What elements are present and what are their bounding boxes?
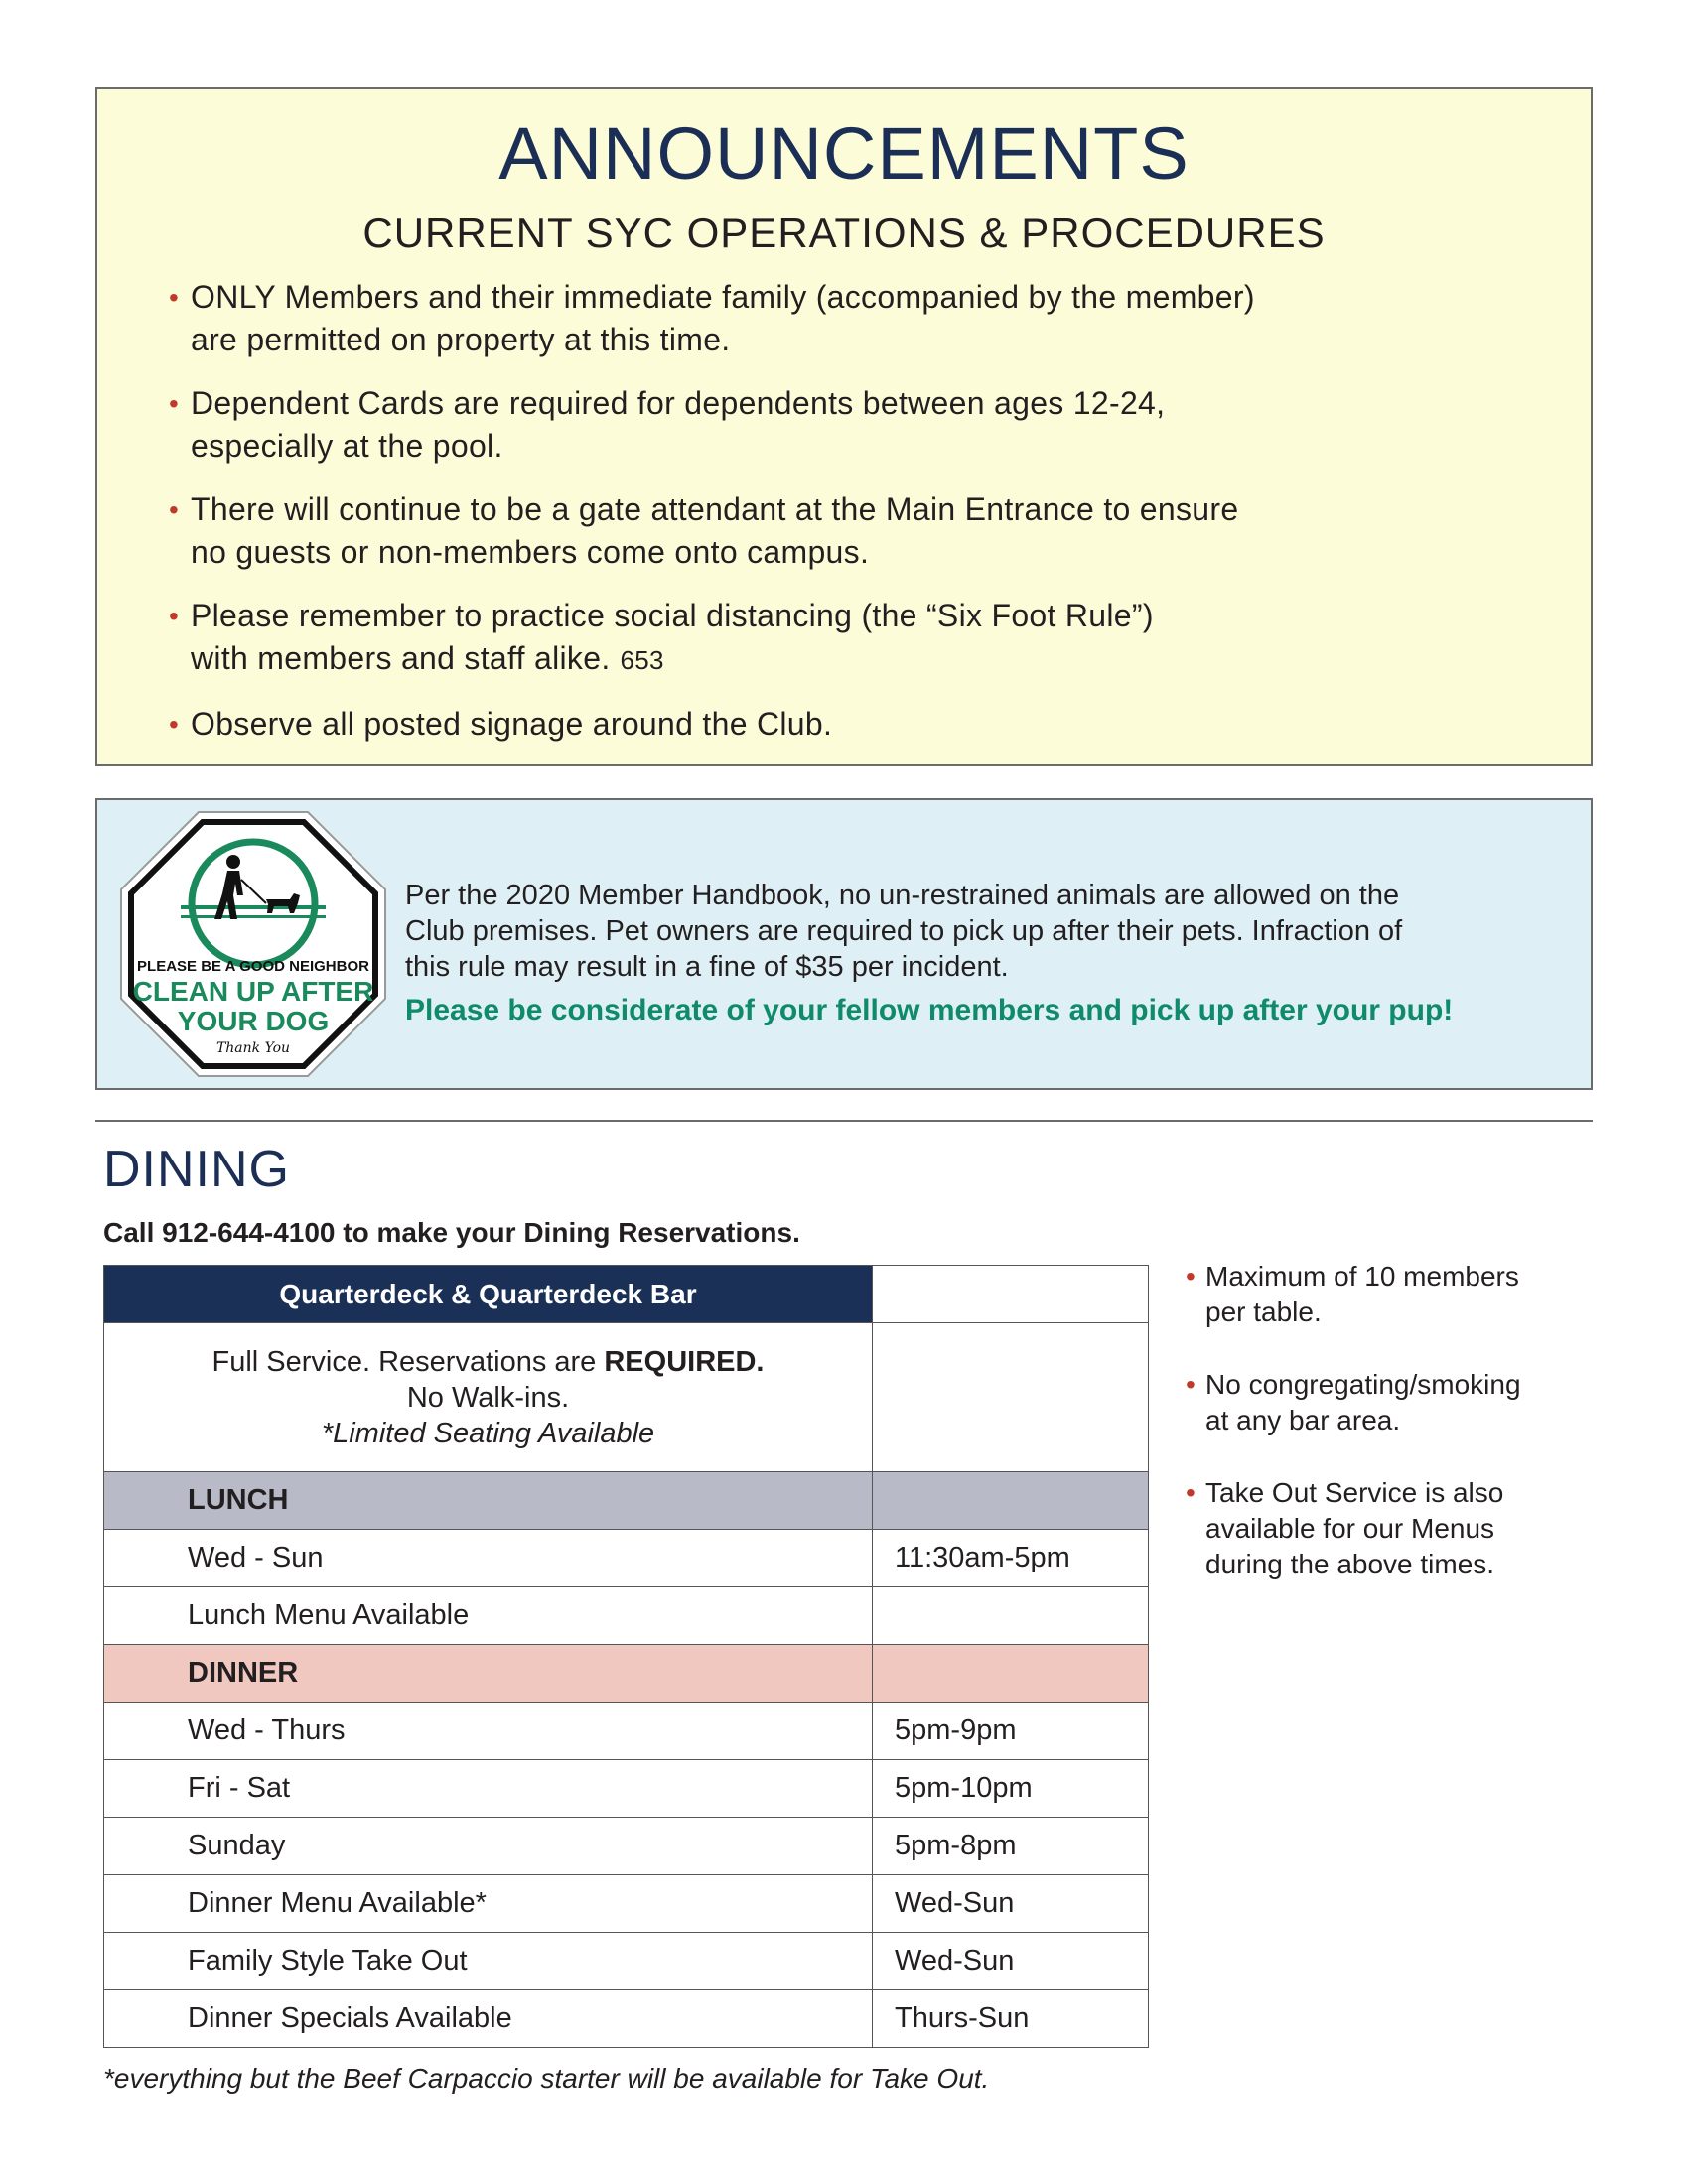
document-code: 653 bbox=[620, 645, 664, 675]
pet-policy-panel bbox=[95, 798, 1593, 1090]
dining-reservation-call: Call 912-644-4100 to make your Dining Reservations. bbox=[103, 1217, 800, 1248]
bullet-icon: • bbox=[1186, 1261, 1196, 1292]
table-row: Sunday 5pm-8pm bbox=[104, 1818, 1149, 1875]
bullet-icon: • bbox=[169, 282, 180, 313]
table-row: Wed - Thurs 5pm-9pm bbox=[104, 1703, 1149, 1760]
dining-side-notes bbox=[1186, 1259, 1603, 1619]
clean-up-after-dog-sign-icon bbox=[117, 808, 389, 1080]
pet-policy-emphasis: Please be considerate of your fellow members and pick up after your pup! bbox=[405, 994, 1454, 1026]
table-row: Fri - Sat 5pm-10pm bbox=[104, 1760, 1149, 1818]
bullet-icon: • bbox=[1186, 1477, 1196, 1508]
lunch-header: LUNCH bbox=[104, 1472, 873, 1530]
list-item: • No congregating/smoking at any bar area. bbox=[1186, 1369, 1521, 1435]
list-item: • Take Out Service is also available for our Menus during the above times. bbox=[1186, 1477, 1504, 1579]
announcements-subtitle: CURRENT SYC OPERATIONS & PROCEDURES bbox=[362, 209, 1326, 256]
table-row bbox=[104, 1645, 1149, 1703]
table-row: Wed - Sun 11:30am-5pm bbox=[104, 1530, 1149, 1587]
bullet-icon: • bbox=[169, 388, 180, 419]
table-row bbox=[104, 1266, 1149, 1323]
dining-schedule-table bbox=[103, 1265, 1149, 2048]
sign-line2: CLEAN UP AFTER bbox=[132, 976, 374, 1007]
sign-line1: PLEASE BE A GOOD NEIGHBOR bbox=[137, 958, 369, 975]
announcements-list bbox=[169, 276, 1539, 746]
dinner-header: DINNER bbox=[104, 1645, 873, 1703]
announcement-item: • Dependent Cards are required for dependents between ages 12-24, especially at the pool. bbox=[169, 382, 1539, 468]
table-row bbox=[104, 1472, 1149, 1530]
table-row: Dinner Menu Available* Wed-Sun bbox=[104, 1875, 1149, 1933]
sign-line3: YOUR DOG bbox=[177, 1006, 330, 1036]
venue-name: Quarterdeck & Quarterdeck Bar bbox=[104, 1266, 873, 1323]
announcement-item: • There will continue to be a gate attendant at the Main Entrance to ensure no guests or non-members come onto campus. bbox=[169, 488, 1539, 574]
list-item: • Maximum of 10 members per table. bbox=[1186, 1261, 1519, 1327]
section-divider bbox=[95, 1120, 1593, 1122]
bullet-icon: • bbox=[169, 601, 180, 631]
announcement-item: • Observe all posted signage around the Club. bbox=[169, 703, 1539, 746]
bullet-icon: • bbox=[169, 494, 180, 525]
dining-title: DINING bbox=[103, 1141, 290, 1198]
table-row: Dinner Specials Available Thurs-Sun bbox=[104, 1990, 1149, 2048]
announcement-item: • ONLY Members and their immediate family (accompanied by the member) are permitted on property at this time. bbox=[169, 276, 1539, 361]
bullet-icon: • bbox=[1186, 1369, 1196, 1400]
announcements-title: ANNOUNCEMENTS bbox=[498, 112, 1190, 195]
table-row: Lunch Menu Available bbox=[104, 1587, 1149, 1645]
table-row bbox=[104, 1323, 1149, 1472]
bullet-icon: • bbox=[169, 709, 180, 740]
table-row: Family Style Take Out Wed-Sun bbox=[104, 1933, 1149, 1990]
announcement-item: • Please remember to practice social distancing (the “Six Foot Rule”) with members and staff alike. 653 bbox=[169, 595, 1539, 682]
take-out-footnote: *everything but the Beef Carpaccio starter will be available for Take Out. bbox=[103, 2063, 990, 2094]
pet-policy-text: Per the 2020 Member Handbook, no un-restrained animals are allowed on the Club premises. Pet owners are required to pick up after their pets. Infraction of this rule may result in a fine of $35 per incident. Please be considerate of your fellow members and pick up after your pup! bbox=[405, 878, 1587, 1030]
service-note: Full Service. Reservations are REQUIRED. No Walk-ins. *Limited Seating Available bbox=[104, 1323, 873, 1472]
announcements-panel bbox=[95, 87, 1593, 766]
sign-line4: Thank You bbox=[215, 1040, 291, 1056]
